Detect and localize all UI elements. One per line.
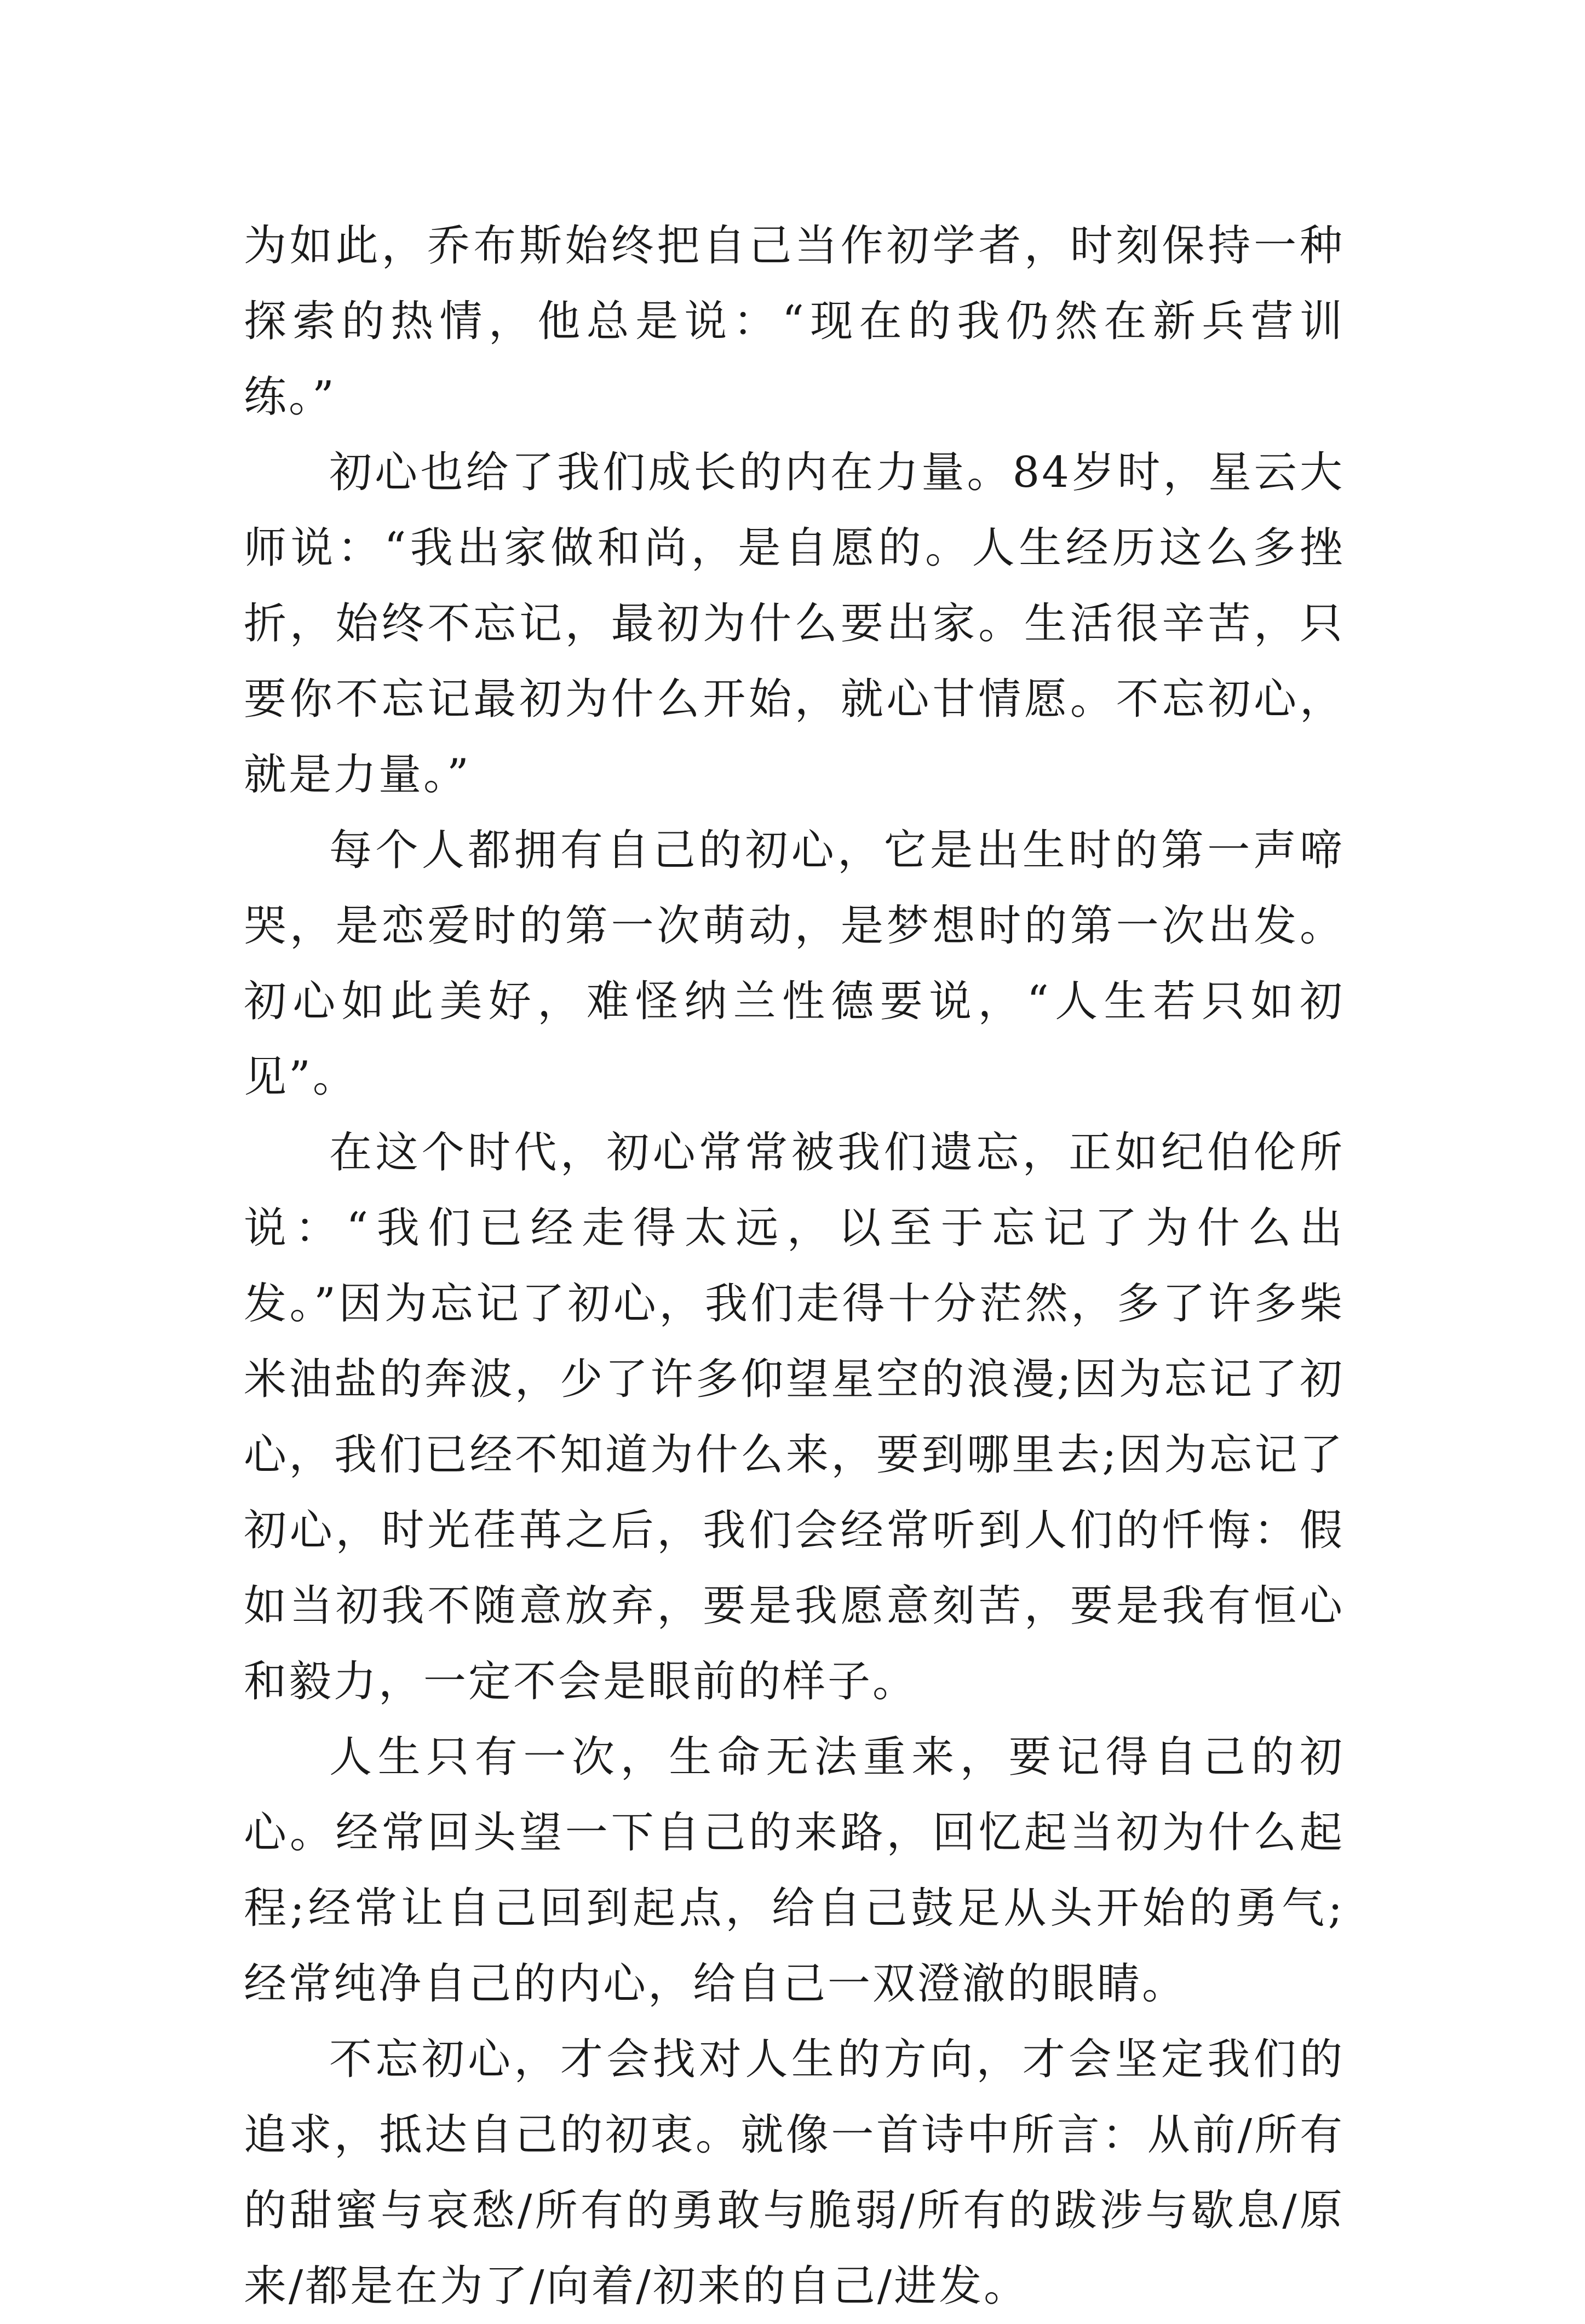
- paragraph-2: 初心也给了我们成长的内在力量。84岁时，星云大师说：“我出家做和尚，是自愿的。人生经历这么多挫折，始终不忘记，最初为什么要出家。生活很辛苦，只要你不忘记最初为什么开始，就心甘情愿。不忘初心，就是力量。”: [244, 448, 1345, 799]
- document-body: [244, 208, 1345, 2324]
- paragraph-3: 每个人都拥有自己的初心，它是出生时的第一声啼哭，是恋爱时的第一次萌动，是梦想时的第一次出发。初心如此美好，难怪纳兰性德要说，“人生若只如初见”。: [244, 826, 1345, 1102]
- paragraph-5: 人生只有一次，生命无法重来，要记得自己的初心。经常回头望一下自己的来路，回忆起当初为什么起程;经常让自己回到起点，给自己鼓足从头开始的勇气;经常纯净自己的内心，给自己一双澄澈的眼睛。: [244, 1733, 1345, 2009]
- paragraph-6: 不忘初心，才会找对人生的方向，才会坚定我们的追求，抵达自己的初衷。就像一首诗中所言：从前/所有的甜蜜与哀愁/所有的勇敢与脆弱/所有的跋涉与歇息/原来/都是在为了/向着/初来的自己/进发。: [244, 2035, 1345, 2311]
- paragraph-1: 为如此，乔布斯始终把自己当作初学者，时刻保持一种探索的热情，他总是说：“现在的我仍然在新兵营训练。”: [244, 221, 1345, 422]
- paragraph-4: 在这个时代，初心常常被我们遗忘，正如纪伯伦所说：“我们已经走得太远，以至于忘记了为什么出发。”因为忘记了初心，我们走得十分茫然，多了许多柴米油盐的奔波，少了许多仰望星空的浪漫;因为忘记了初心，我们已经不知道为什么来，要到哪里去;因为忘记了初心，时光荏苒之后，我们会经常听到人们的忏悔：假如当初我不随意放弃，要是我愿意刻苦，要是我有恒心和毅力，一定不会是眼前的样子。: [244, 1128, 1345, 1706]
